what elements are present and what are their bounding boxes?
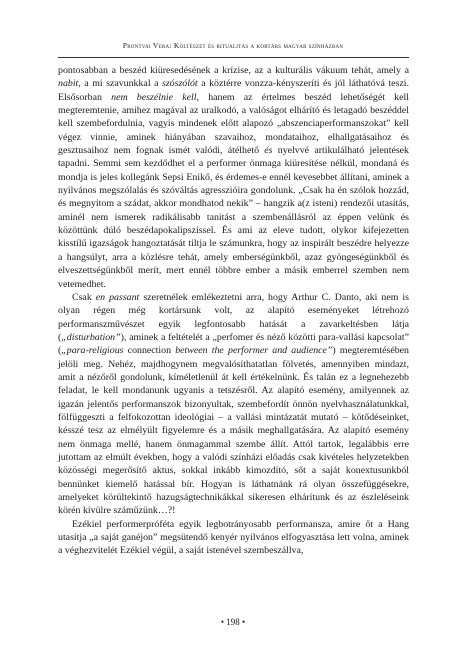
header-rule [58,57,409,58]
page-number: • 198 • [220,617,246,627]
text-run: , a mi szavunkkal a [78,78,162,90]
text-run: ), aminek a feltételét a „perfomer és néző közötti para-vallási kapcsolat” ( [58,331,409,357]
text-run: nyelvvé artikulálható jelentések tapadni. Semmi sem kezdődhet el a performer önmaga kiüresítése nélkül, mondaná és mondja is jeles kollegánk Sepsi Enikő, és érdemes-e ennél kevesebbet állítani, aminek a nyilvános megszólalás és szóváltás agresszióira gondolunk. „Csak ha én szólok hozzád, és megnyitom a szádat, akkor mondhatod nekik” – hangzik a(z isteni) rendezői utasítás, aminél nem ismerek radikálisabb tanítást a szembenállásról az éppen velünk és közöttünk dúló beszédapokalipszissel. És ami az eleve tudott, olykor kifejezetten kisstílű igazságok hangoztatását tiltja le számunkra, hogy az inspirált beszédre helyezze a hangsúlyt, arra a közlésre tehát, amely emberségünkből, azaz gyöngeségünkből és elveszettségünkből merít, mert ennél többre ember a másik emberrel szemben nem vetemedhet. [58,145,409,290]
text-run: szeretnélek emlékeztetni arra, hogy Arthur C. Danto, aki nem is olyan régen még kortársunk volt, az alapító eseményeket létrehozó performanszművészet egyik legfontosabb hatását a zavarkeltésben látja ( [58,291,410,343]
paragraph [58,64,409,291]
paragraph [58,291,409,518]
text-run: Csak [72,291,96,303]
paragraph [58,518,409,558]
text-run: connection [123,345,176,357]
italic-run: en passant [95,291,140,303]
text-run: pontosabban a beszéd kiüresedésének a krízise, az a kulturális vákuum tehát, amely a [58,65,409,76]
italic-run: „disturbation” [61,331,121,343]
text-run: ) megteremtésében jelöli meg. Nehéz, majdhogynem megvalósíthatatlan fölvetés, amennyiben mindazt, amit a nézőről gondolunk, kíméletlenül át kell értékelnünk. És talán ez a legnehezebb feladat, le kell mondanunk ugyanis a tetszésről. Az alapító esemény, amilyennek az igazán jelentős performanszok bizonyultak, szembefordít önnön nyelvhasználatunkkal, fölfüggeszti a felfokozottan ideológiai – a vallási mintázatát mutató – kötődéseinket, késszé tesz az elmélyült figyelemre és a másik meghallgatására. Az alapító esemény nem önmaga mellé, hanem önmagammal szembe állít. Attól tartok, legalábbis erre jutottam az elmúlt években, hogy a valódi színházi előadás csak kivételes helyzetekben közösségi megerősítő aktus, sokkal inkább kimozdító, sőt a saját konextusunkból bennünket kiemelő hatással bír. Hogyan is láthatnánk rá olyan összefüggésekre, amelyeket körültekintő hazugságtechnikákkal sikeresen elhárítunk és az észleléseink körén kívülre száműzünk…?! [58,345,409,517]
italic-run: „para-religious [61,345,124,357]
running-header: Prontvai Vera: Költészet és ritualitás a kortárs magyar színházban [122,41,344,50]
italic-run: between the performer and audience” [175,345,333,357]
text-run: Ezékiel performerpróféta egyik legbotrányosabb performansza, amire őt a Hang utasítja „a saját ganéjon” megsütendő kenyér nyilvános elfogyasztása lett volna, aminek a véghezvitelét Ezékiel végül, a saját istenével szembeszállva, [58,518,409,557]
text-run: , hanem az értelmes beszéd lehetőségét kell megteremtenie, amihez magával az uralkodó, a valóságot elhárító és letagadó beszéddel kell szembefordulnia, vagyis mindenek előtt alapozó „abszenciaperformanszokat” kell végez vinnie, aminek hiányában szavaihoz, mondataihoz, elhallgatásaihoz és gesztusaihoz nem fognak ismét valódi, átélhető [58,91,409,157]
body-text [58,64,409,558]
text-run: a köztérre vonzza-kényszeríti és jól láthatóvá teszi. Elsősorban [58,78,409,103]
italic-run: és [264,145,273,157]
italic-run: szószólót [161,78,198,90]
italic-run: nem beszélnie kell [111,91,197,103]
italic-run: nabit [58,78,79,90]
